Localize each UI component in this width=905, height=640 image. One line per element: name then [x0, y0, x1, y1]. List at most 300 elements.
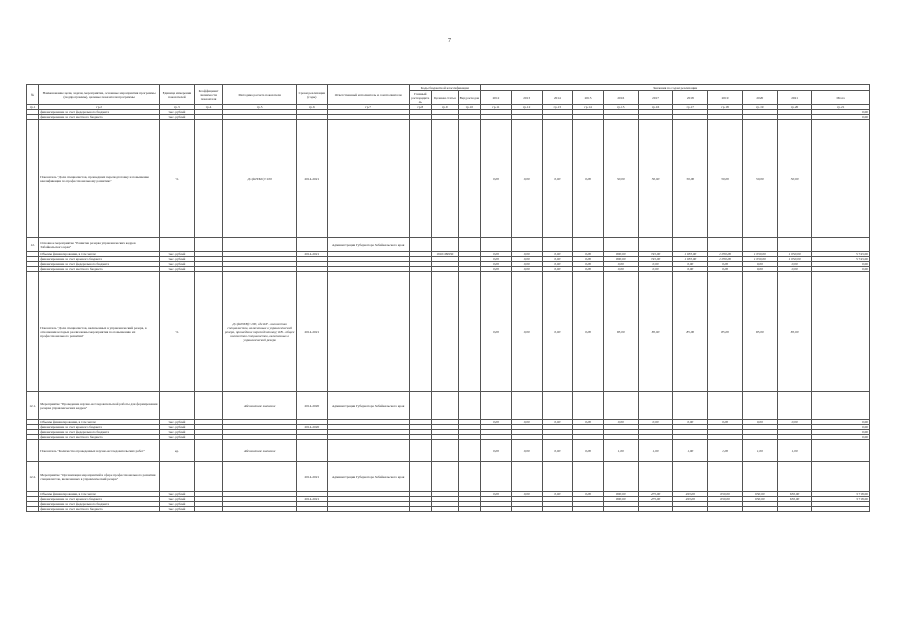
row-value [708, 392, 743, 420]
row-total [812, 120, 870, 238]
row-total [812, 392, 870, 420]
table-row [27, 462, 870, 492]
row-value: 0,00 [511, 120, 542, 238]
row-executor [327, 120, 409, 238]
row-value: 0,00 [481, 257, 512, 262]
row-value: 0,00 [638, 267, 673, 272]
row-num [27, 120, 39, 238]
row-value [603, 462, 638, 492]
header-term: Сроки реализации (годы) [297, 85, 328, 105]
row-value: 0,00 [742, 262, 777, 267]
header-name: Наименование цели, задачи, мероприятия, основные мероприятия программы (подпрограммы), целевые показатели программы [39, 85, 160, 105]
row-value: 650,00 [708, 497, 743, 502]
row-unit: тыс. рублей [159, 425, 194, 430]
table-row [27, 238, 870, 252]
row-value: 0,00 [777, 267, 812, 272]
row-term: 2014-2021 [297, 252, 328, 257]
row-value: 0,00 [603, 420, 638, 425]
row-value: 0,00 [511, 262, 542, 267]
row-value [708, 238, 743, 252]
row-value: 50,00 [673, 120, 708, 238]
row-unit: тыс. рублей [159, 435, 194, 440]
row-name: финансирование за счет местного бюджета [39, 435, 160, 440]
row-value [777, 507, 812, 512]
row-value: 0,00 [542, 257, 573, 262]
row-value: 0,00 [573, 120, 604, 238]
header-code-col: Главный распорядитель [409, 91, 432, 105]
row-code-cs [432, 440, 459, 462]
row-name: Мероприятие "Организация мероприятий в сфере профессионального развития специалистов, включенных в управленческий резерв" [39, 462, 160, 492]
row-num [27, 507, 39, 512]
header-method: Методика расчета показателя [223, 85, 297, 105]
row-term: 2014-2021 [297, 462, 328, 492]
row-total: 5 743,00 [812, 257, 870, 262]
row-value [511, 238, 542, 252]
row-value: 0,00 [708, 267, 743, 272]
row-value: 800,00 [603, 497, 638, 502]
row-value [511, 392, 542, 420]
row-coef [194, 440, 223, 462]
row-value [481, 392, 512, 420]
row-value: 0,00 [511, 252, 542, 257]
row-unit: тыс. рублей [159, 502, 194, 507]
row-value [573, 462, 604, 492]
row-num [27, 272, 39, 392]
row-method [223, 462, 297, 492]
row-value: 0,00 [603, 262, 638, 267]
row-value: 0,00 [511, 440, 542, 462]
row-total [812, 272, 870, 392]
row-value [573, 507, 604, 512]
row-value [638, 462, 673, 492]
header-num: № [27, 85, 39, 105]
row-value: 1,00 [742, 440, 777, 462]
row-value [673, 462, 708, 492]
row-value: 0,00 [542, 420, 573, 425]
row-value: 1,00 [708, 440, 743, 462]
row-term: 2014-2020 [297, 425, 328, 430]
row-unit: тыс. рублей [159, 507, 194, 512]
row-value: 745,00 [638, 252, 673, 257]
row-code-vr [458, 392, 481, 420]
row-method: Д=(КП/КО)×100 [223, 120, 297, 238]
row-value [673, 507, 708, 512]
row-value: 0,00 [708, 262, 743, 267]
row-total: 3 718,00 [812, 497, 870, 502]
colnum: гр.8 [409, 105, 432, 110]
row-value: 0,00 [742, 267, 777, 272]
row-value: 0,00 [511, 420, 542, 425]
row-value: 0,00 [542, 262, 573, 267]
colnum: гр.11 [481, 105, 512, 110]
row-value: 0,00 [573, 420, 604, 425]
row-value: 1 050,00 [708, 252, 743, 257]
row-unit: % [159, 272, 194, 392]
colnum: гр.1 [27, 105, 39, 110]
row-value [638, 392, 673, 420]
row-value: 0,00 [673, 267, 708, 272]
row-value: 85,00 [777, 272, 812, 392]
colnum: гр.2 [39, 105, 160, 110]
row-value: 0,00 [542, 120, 573, 238]
colnum: гр.3 [159, 105, 194, 110]
row-term [297, 440, 328, 462]
row-unit: тыс. рублей [159, 110, 194, 115]
row-total: 0,00 [812, 425, 870, 430]
row-name: финансирование за счет федерального бюджета [39, 430, 160, 435]
row-value [573, 238, 604, 252]
row-coef [194, 272, 223, 392]
colnum: гр.17 [673, 105, 708, 110]
header-year: 2015 [573, 91, 604, 105]
colnum: гр.6 [297, 105, 328, 110]
row-value: 0,00 [542, 252, 573, 257]
row-value: 85,00 [638, 272, 673, 392]
row-value: 0,00 [481, 420, 512, 425]
row-value [603, 507, 638, 512]
page-number: 7 [448, 38, 451, 44]
row-value: 50,00 [708, 120, 743, 238]
row-value: 650,00 [777, 492, 812, 497]
row-value: 650,00 [742, 497, 777, 502]
row-value: 0,00 [573, 272, 604, 392]
row-value: 1 050,00 [777, 257, 812, 262]
table-row [27, 392, 870, 420]
row-value [742, 392, 777, 420]
row-value [742, 462, 777, 492]
row-code-cs [432, 120, 459, 238]
row-name: финансирование за счет краевого бюджета [39, 425, 160, 430]
row-unit: тыс. рублей [159, 497, 194, 502]
row-unit: тыс. рублей [159, 430, 194, 435]
row-value: 493,00 [673, 497, 708, 502]
row-total [812, 238, 870, 252]
row-total [812, 440, 870, 462]
row-total: 0,00 [812, 115, 870, 120]
row-value [573, 392, 604, 420]
row-name: Объемы финансирования, в том числе: [39, 252, 160, 257]
row-value: 0,00 [573, 252, 604, 257]
row-value [542, 238, 573, 252]
colnum: гр.7 [327, 105, 409, 110]
colnum: гр.19 [742, 105, 777, 110]
row-value: 0,00 [542, 267, 573, 272]
row-name: финансирование за счет местного бюджета [39, 267, 160, 272]
row-unit [159, 392, 194, 420]
row-value [481, 462, 512, 492]
row-unit: тыс. рублей [159, 262, 194, 267]
row-method: Д=(КР/КВ)×100, где КР - количество специалистов, включенных в управленческий резерв, прошедших переподготовку; КВ - общее количество специалистов, включенных в управленческий резерв [223, 272, 297, 392]
row-num [27, 440, 39, 462]
colnum: гр.13 [542, 105, 573, 110]
header-year: 2016 [603, 91, 638, 105]
colnum: гр.9 [432, 105, 459, 110]
row-name: Показатель "Доля специалистов, включенных в управленческий резерв, в отношении которых реализованы мероприятия по повышению их профессионального развития" [39, 272, 160, 392]
row-value: 1 050,00 [742, 252, 777, 257]
header-year: 2020 [742, 91, 777, 105]
row-value: 0,00 [481, 262, 512, 267]
row-num: 12.2. [27, 462, 39, 492]
row-value: 1,00 [673, 440, 708, 462]
row-value: 1,00 [638, 440, 673, 462]
colnum: гр.4 [194, 105, 223, 110]
row-term [297, 238, 328, 252]
row-value: 1 050,00 [742, 257, 777, 262]
row-total: 0,00 [812, 267, 870, 272]
row-code-vr [458, 440, 481, 462]
header-year: 2014 [542, 91, 573, 105]
row-value: 493,00 [673, 492, 708, 497]
colnum: гр.21 [812, 105, 870, 110]
row-value [742, 238, 777, 252]
row-name: финансирование за счет федерального бюджета [39, 502, 160, 507]
row-unit: тыс. рублей [159, 257, 194, 262]
row-value: 800,00 [603, 492, 638, 497]
row-name: Объемы финансирования, в том числе: [39, 492, 160, 497]
row-code-cs [432, 462, 459, 492]
table-row [27, 120, 870, 238]
row-value: 0,00 [573, 262, 604, 267]
row-value: 85,00 [708, 272, 743, 392]
program-table [26, 84, 870, 512]
row-value [777, 462, 812, 492]
row-code-gr [409, 120, 432, 238]
row-code-gr [409, 272, 432, 392]
row-value [673, 392, 708, 420]
row-code-vr [458, 120, 481, 238]
row-value: 0,00 [542, 272, 573, 392]
row-name: Показатель "Количество проведенных научно-исследовательских работ" [39, 440, 160, 462]
header-year: 2017 [638, 91, 673, 105]
row-value [542, 392, 573, 420]
header-coef: Коэффициент значимости показателя [194, 85, 223, 105]
row-unit: тыс. рублей [159, 420, 194, 425]
row-value: 50,00 [777, 120, 812, 238]
row-value: 50,00 [638, 120, 673, 238]
row-value: 0,00 [511, 272, 542, 392]
colnum: гр.15 [603, 105, 638, 110]
row-value [742, 507, 777, 512]
row-method [223, 507, 297, 512]
row-executor: Администрация Губернатора Забайкальского края [327, 238, 409, 252]
colnum: гр.5 [223, 105, 297, 110]
row-method [223, 238, 297, 252]
row-value: 800,00 [603, 257, 638, 262]
row-value: 0,00 [481, 252, 512, 257]
row-value: 475,00 [638, 492, 673, 497]
row-coef [194, 507, 223, 512]
row-value: 0,00 [638, 262, 673, 267]
header-code-col: Целевая статья [432, 91, 459, 105]
row-value: 0,00 [481, 440, 512, 462]
row-value: 1 050,00 [708, 257, 743, 262]
row-code-gr [409, 440, 432, 462]
row-value: 0,00 [511, 257, 542, 262]
row-value: 0,00 [673, 262, 708, 267]
row-unit: тыс. рублей [159, 115, 194, 120]
row-value: 0,00 [673, 420, 708, 425]
row-value: 800,00 [603, 252, 638, 257]
header-year: 2013 [511, 91, 542, 105]
table-row [27, 272, 870, 392]
row-name: финансирование за счет местного бюджета [39, 115, 160, 120]
row-value: 50,00 [742, 120, 777, 238]
row-term: 2014-2020 [297, 392, 328, 420]
row-total: 0,00 [812, 262, 870, 267]
row-code-cs [432, 507, 459, 512]
row-coef [194, 462, 223, 492]
row-value: 0,00 [573, 257, 604, 262]
row-value: 0,00 [511, 492, 542, 497]
table-body [27, 110, 870, 512]
header-year: 2019 [708, 91, 743, 105]
row-method: Абсолютное значение [223, 440, 297, 462]
row-total: 0,00 [812, 420, 870, 425]
row-value [777, 392, 812, 420]
row-value [638, 507, 673, 512]
row-coef [194, 120, 223, 238]
row-code-cs [432, 238, 459, 252]
row-code-vr [458, 462, 481, 492]
row-term: 2014-2021 [297, 120, 328, 238]
row-code-cs [432, 392, 459, 420]
row-name: финансирование за счет местного бюджета [39, 507, 160, 512]
row-coef [194, 392, 223, 420]
row-value: 0,00 [708, 420, 743, 425]
colnum: гр.16 [638, 105, 673, 110]
row-value: 0,00 [481, 267, 512, 272]
header-year: 2012 [481, 91, 512, 105]
row-code-vr [458, 507, 481, 512]
row-value: 1,00 [777, 440, 812, 462]
row-value: 0,00 [638, 420, 673, 425]
row-value: 745,00 [638, 257, 673, 262]
row-code-gr [409, 462, 432, 492]
row-executor: Администрация Губернатора Забайкальского края [327, 462, 409, 492]
row-value: 0,00 [542, 492, 573, 497]
row-value: 0,00 [573, 492, 604, 497]
row-value [481, 507, 512, 512]
row-value: 650,00 [708, 492, 743, 497]
header-year: 2021 [777, 91, 812, 105]
colnum: гр.10 [458, 105, 481, 110]
row-unit: тыс. рублей [159, 492, 194, 497]
row-code-gr [409, 392, 432, 420]
row-code-vr [458, 272, 481, 392]
row-value [542, 507, 573, 512]
row-total [812, 507, 870, 512]
row-total: 0,00 [812, 435, 870, 440]
header-total: Итого [812, 91, 870, 105]
row-code-gr [409, 507, 432, 512]
row-unit: тыс. рублей [159, 267, 194, 272]
row-value [542, 462, 573, 492]
row-value: 650,00 [742, 492, 777, 497]
row-value: 1,00 [603, 440, 638, 462]
row-value: 85,00 [742, 272, 777, 392]
row-name: Основное мероприятие "Развитие резерва управленческих кадров Забайкальского края" [39, 238, 160, 252]
colnum: гр.20 [777, 105, 812, 110]
colnum: гр.12 [511, 105, 542, 110]
row-code-cs: 1910109930 [432, 252, 459, 257]
row-code-cs [432, 272, 459, 392]
header-executor: Ответственный исполнитель и соисполнители [327, 85, 409, 105]
row-total: 0,00 [812, 110, 870, 115]
row-value: 0,00 [542, 440, 573, 462]
row-value: 0,00 [573, 267, 604, 272]
row-name: Мероприятие "Проведение научно-исследовательской работы для формирования резерва управленческих кадров" [39, 392, 160, 420]
row-unit [159, 238, 194, 252]
row-total: 5 743,00 [812, 252, 870, 257]
row-executor [327, 440, 409, 462]
row-value: 475,00 [638, 497, 673, 502]
row-name: финансирование за счет федерального бюджета [39, 110, 160, 115]
row-value: 0,00 [481, 492, 512, 497]
row-value: 50,00 [603, 120, 638, 238]
row-value [481, 238, 512, 252]
header-code-col: Вид расходов [458, 91, 481, 105]
row-name: финансирование за счет краевого бюджета [39, 497, 160, 502]
row-executor [327, 507, 409, 512]
row-value [603, 392, 638, 420]
row-term: 2014-2021 [297, 272, 328, 392]
row-value [511, 507, 542, 512]
row-value [708, 462, 743, 492]
row-unit: % [159, 120, 194, 238]
row-term: 2014-2021 [297, 497, 328, 502]
row-term [297, 507, 328, 512]
row-value [673, 238, 708, 252]
row-unit: тыс. рублей [159, 252, 194, 257]
row-value: 0,00 [603, 267, 638, 272]
row-code-vr [458, 238, 481, 252]
row-value: 1 033,00 [673, 257, 708, 262]
row-num: 12. [27, 238, 39, 252]
row-total: 0,00 [812, 430, 870, 435]
row-value [603, 238, 638, 252]
row-coef [194, 238, 223, 252]
row-value: 0,00 [777, 420, 812, 425]
header-values: Значения по годам реализации [481, 85, 870, 91]
row-value: 0,00 [511, 267, 542, 272]
row-value: 0,00 [481, 272, 512, 392]
table-row [27, 440, 870, 462]
row-executor [327, 272, 409, 392]
row-executor: Администрация Губернатора Забайкальского края [327, 392, 409, 420]
row-unit: ед. [159, 440, 194, 462]
row-value [777, 238, 812, 252]
row-total [812, 462, 870, 492]
row-value: 85,00 [673, 272, 708, 392]
row-value: 0,00 [777, 262, 812, 267]
row-value [511, 462, 542, 492]
row-code-gr [409, 238, 432, 252]
row-name: Показатель "Доля специалистов, прошедших переподготовку и повышение квалификации по профессиональному развитию" [39, 120, 160, 238]
colnum: гр.18 [708, 105, 743, 110]
row-value: 1 050,00 [777, 252, 812, 257]
row-total: 3 718,00 [812, 492, 870, 497]
row-value: 0,00 [742, 420, 777, 425]
row-num: 12.1. [27, 392, 39, 420]
header-codes: Коды бюджетной классификации [409, 85, 481, 91]
row-name: Объемы финансирования, в том числе: [39, 420, 160, 425]
row-value: 1 033,00 [673, 252, 708, 257]
row-name: финансирование за счет краевого бюджета [39, 257, 160, 262]
row-value: 650,00 [777, 497, 812, 502]
header-unit: Единица измерения показателей [159, 85, 194, 105]
row-value [638, 238, 673, 252]
row-method: Абсолютное значение [223, 392, 297, 420]
